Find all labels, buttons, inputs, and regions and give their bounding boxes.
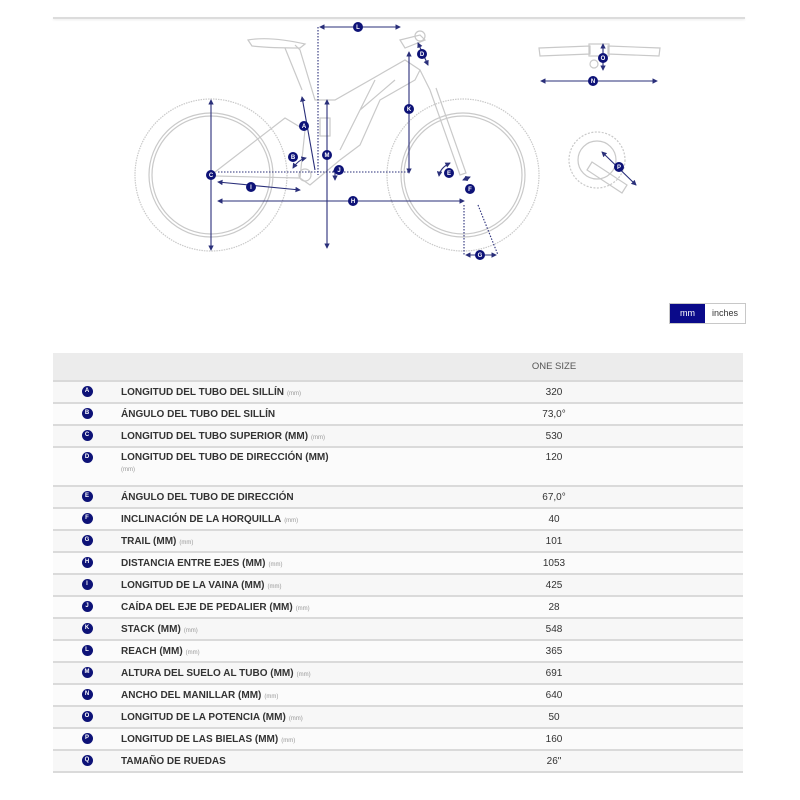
marker-a (299, 121, 309, 131)
stem (400, 35, 425, 48)
table-row (53, 662, 743, 684)
dimension-label-cell (121, 425, 501, 447)
dimension-letter-badge: D (82, 452, 93, 463)
dimension-letter-badge: J (82, 601, 93, 612)
marker-m (322, 150, 332, 160)
badge-cell (53, 728, 121, 750)
dimension-label-cell (121, 552, 501, 574)
geometry-table (53, 353, 743, 773)
spacer-cell (607, 574, 743, 596)
dimension-value: 101 (501, 530, 607, 552)
marker-h (348, 196, 358, 206)
badge-cell (53, 381, 121, 403)
dimension-label-cell (121, 750, 501, 772)
badge-cell (53, 508, 121, 530)
marker-b (288, 152, 298, 162)
dimension-label: TAMAÑO DE RUEDAS (121, 755, 226, 767)
table-row (53, 640, 743, 662)
dimension-unit: (mm) (296, 671, 311, 678)
dimension-label-cell (121, 486, 501, 508)
dimension-value: 26" (501, 750, 607, 772)
table-row (53, 508, 743, 530)
table-row (53, 596, 743, 618)
svg-text:A: A (301, 124, 307, 130)
spacer-cell (607, 662, 743, 684)
dimension-letter-badge: A (82, 386, 93, 397)
dimension-value: 691 (501, 662, 607, 684)
dimension-value: 425 (501, 574, 607, 596)
badge-cell (53, 750, 121, 772)
badge-cell (53, 662, 121, 684)
marker-n (588, 76, 598, 86)
dimension-label-cell (121, 508, 501, 530)
dimension-value: 28 (501, 596, 607, 618)
marker-p (614, 162, 624, 172)
spacer-cell (607, 618, 743, 640)
dimension-unit: (mm) (268, 561, 283, 568)
dimension-label-cell (121, 381, 501, 403)
svg-text:C: C (208, 173, 214, 179)
header-blank (53, 353, 121, 381)
table-row (53, 552, 743, 574)
dimension-label: CAÍDA DEL EJE DE PEDALIER (MM) (121, 601, 293, 613)
dimension-label: TRAIL (MM) (121, 535, 177, 547)
spacer-cell (607, 640, 743, 662)
dimension-label: STACK (MM) (121, 623, 181, 635)
dimension-label: ANCHO DEL MANILLAR (MM) (121, 689, 262, 701)
svg-text:P: P (616, 165, 622, 171)
unit-toggle (669, 303, 746, 324)
header-blank (607, 353, 743, 381)
spacer-cell (607, 706, 743, 728)
dimension-unit: (mm) (264, 693, 279, 700)
badge-cell (53, 447, 121, 486)
dimension-unit: (mm) (311, 434, 326, 441)
dimension-value: 40 (501, 508, 607, 530)
bike-geometry-diagram (0, 0, 800, 300)
marker-e (444, 168, 454, 178)
spacer-cell (607, 486, 743, 508)
table-row (53, 403, 743, 425)
unit-mm-button[interactable]: mm (670, 304, 705, 323)
spacer-cell (607, 447, 743, 486)
front-rim (401, 113, 525, 237)
table-row (53, 618, 743, 640)
dimension-letter-badge: P (82, 733, 93, 744)
spacer-cell (607, 750, 743, 772)
badge-cell (53, 640, 121, 662)
dimension-letter-badge: I (82, 579, 93, 590)
dimension-unit: (mm) (183, 627, 198, 634)
dimension-label-cell (121, 530, 501, 552)
table-row (53, 750, 743, 772)
dimension-label: LONGITUD DE LA POTENCIA (MM) (121, 711, 286, 723)
dimension-label: LONGITUD DEL TUBO DEL SILLÍN (121, 386, 284, 398)
badge-cell (53, 403, 121, 425)
spacer-cell (607, 552, 743, 574)
table-row (53, 530, 743, 552)
badge-cell (53, 425, 121, 447)
table-row (53, 706, 743, 728)
bike-outline (135, 31, 539, 251)
svg-text:I: I (250, 185, 252, 191)
dimension-label-cell (121, 447, 501, 486)
dimension-unit: (mm) (284, 517, 299, 524)
dimension-letter-badge: G (82, 535, 93, 546)
spacer-cell (607, 403, 743, 425)
dimension-unit: (mm) (295, 605, 310, 612)
badge-cell (53, 530, 121, 552)
marker-o (598, 53, 608, 63)
dimension-unit: (mm) (288, 715, 303, 722)
marker-i (246, 182, 256, 192)
spacer-cell (607, 425, 743, 447)
dimension-label: ÁNGULO DEL TUBO DE DIRECCIÓN (121, 491, 294, 503)
badge-cell (53, 706, 121, 728)
dimension-label-cell (121, 596, 501, 618)
table-row (53, 425, 743, 447)
dimension-unit: (mm) (121, 467, 135, 473)
dimension-letter-badge: O (82, 711, 93, 722)
marker-g (475, 250, 485, 260)
svg-text:O: O (600, 56, 606, 62)
dimension-letter-badge: L (82, 645, 93, 656)
dimension-value: 365 (501, 640, 607, 662)
dimension-value: 548 (501, 618, 607, 640)
dimension-letter-badge: Q (82, 755, 93, 766)
svg-text:M: M (324, 153, 330, 159)
dimension-value: 640 (501, 684, 607, 706)
dimension-value: 320 (501, 381, 607, 403)
dimension-value: 530 (501, 425, 607, 447)
badge-cell (53, 552, 121, 574)
dimension-label: LONGITUD DE LA VAINA (MM) (121, 579, 265, 591)
spacer-cell (607, 596, 743, 618)
dimension-label-cell (121, 662, 501, 684)
dimension-label: ALTURA DEL SUELO AL TUBO (MM) (121, 667, 294, 679)
table-row (53, 728, 743, 750)
badge-cell (53, 684, 121, 706)
dimension-value: 73,0° (501, 403, 607, 425)
svg-text:G: G (477, 253, 483, 259)
badge-cell (53, 486, 121, 508)
column-header-size: ONE SIZE (501, 353, 607, 381)
dimension-label-cell (121, 574, 501, 596)
dimension-label-cell (121, 684, 501, 706)
dimension-letter-badge: H (82, 557, 93, 568)
spacer-cell (607, 728, 743, 750)
unit-inches-button[interactable]: inches (705, 304, 745, 323)
dimension-label-cell (121, 706, 501, 728)
dimension-label: REACH (MM) (121, 645, 183, 657)
dimension-label: LONGITUD DEL TUBO SUPERIOR (MM) (121, 430, 309, 442)
dimension-letter-badge: E (82, 491, 93, 502)
marker-f (465, 184, 475, 194)
svg-text:K: K (406, 107, 412, 113)
dimension-value: 50 (501, 706, 607, 728)
marker-c (206, 170, 216, 180)
dimension-value: 160 (501, 728, 607, 750)
svg-text:F: F (468, 187, 472, 193)
dimension-label: INCLINACIÓN DE LA HORQUILLA (121, 513, 282, 525)
dimension-unit: (mm) (281, 737, 296, 744)
spacer-cell (607, 381, 743, 403)
table-row (53, 381, 743, 403)
table-row (53, 684, 743, 706)
marker-k (404, 104, 414, 114)
dimension-unit: (mm) (267, 583, 282, 590)
svg-text:H: H (350, 199, 356, 205)
dimension-label-cell (121, 403, 501, 425)
dimension-value: 1053 (501, 552, 607, 574)
dimension-unit: (mm) (179, 539, 194, 546)
svg-text:L: L (356, 25, 360, 31)
svg-text:E: E (446, 171, 452, 177)
dimension-value: 67,0° (501, 486, 607, 508)
dimension-label-cell (121, 618, 501, 640)
dimension-value: 120 (501, 447, 607, 486)
table-row (53, 574, 743, 596)
dimension-letter-badge: B (82, 408, 93, 419)
dimension-letter-badge: F (82, 513, 93, 524)
marker-j (334, 165, 344, 175)
svg-text:J: J (337, 168, 341, 174)
dimension-letter-badge: C (82, 430, 93, 441)
spacer-cell (607, 530, 743, 552)
table-row (53, 447, 743, 486)
dimension-label: LONGITUD DEL TUBO DE DIRECCIÓN (MM) (121, 452, 329, 463)
badge-cell (53, 596, 121, 618)
dimension-letter-badge: N (82, 689, 93, 700)
front-tire (387, 99, 539, 251)
dimension-letter-badge: M (82, 667, 93, 678)
svg-text:N: N (590, 79, 596, 85)
dimension-label-cell (121, 728, 501, 750)
fork (420, 70, 466, 175)
table-body (53, 381, 743, 772)
header-blank (121, 353, 501, 381)
dimension-label: DISTANCIA ENTRE EJES (MM) (121, 557, 266, 569)
table-row (53, 486, 743, 508)
svg-text:B: B (290, 155, 296, 161)
dimension-label-cell (121, 640, 501, 662)
marker-d (417, 49, 427, 59)
dimension-unit: (mm) (286, 390, 301, 397)
badge-cell (53, 618, 121, 640)
dimension-lines (208, 27, 657, 255)
marker-l (353, 22, 363, 32)
dimension-letter-badge: K (82, 623, 93, 634)
spacer-cell (607, 684, 743, 706)
dimension-label: LONGITUD DE LAS BIELAS (MM) (121, 733, 279, 745)
spacer-cell (607, 508, 743, 530)
dimension-unit: (mm) (185, 649, 200, 656)
badge-cell (53, 574, 121, 596)
dimension-label: ÁNGULO DEL TUBO DEL SILLÍN (121, 408, 276, 420)
table-header-row (53, 353, 743, 381)
svg-text:D: D (419, 52, 425, 58)
